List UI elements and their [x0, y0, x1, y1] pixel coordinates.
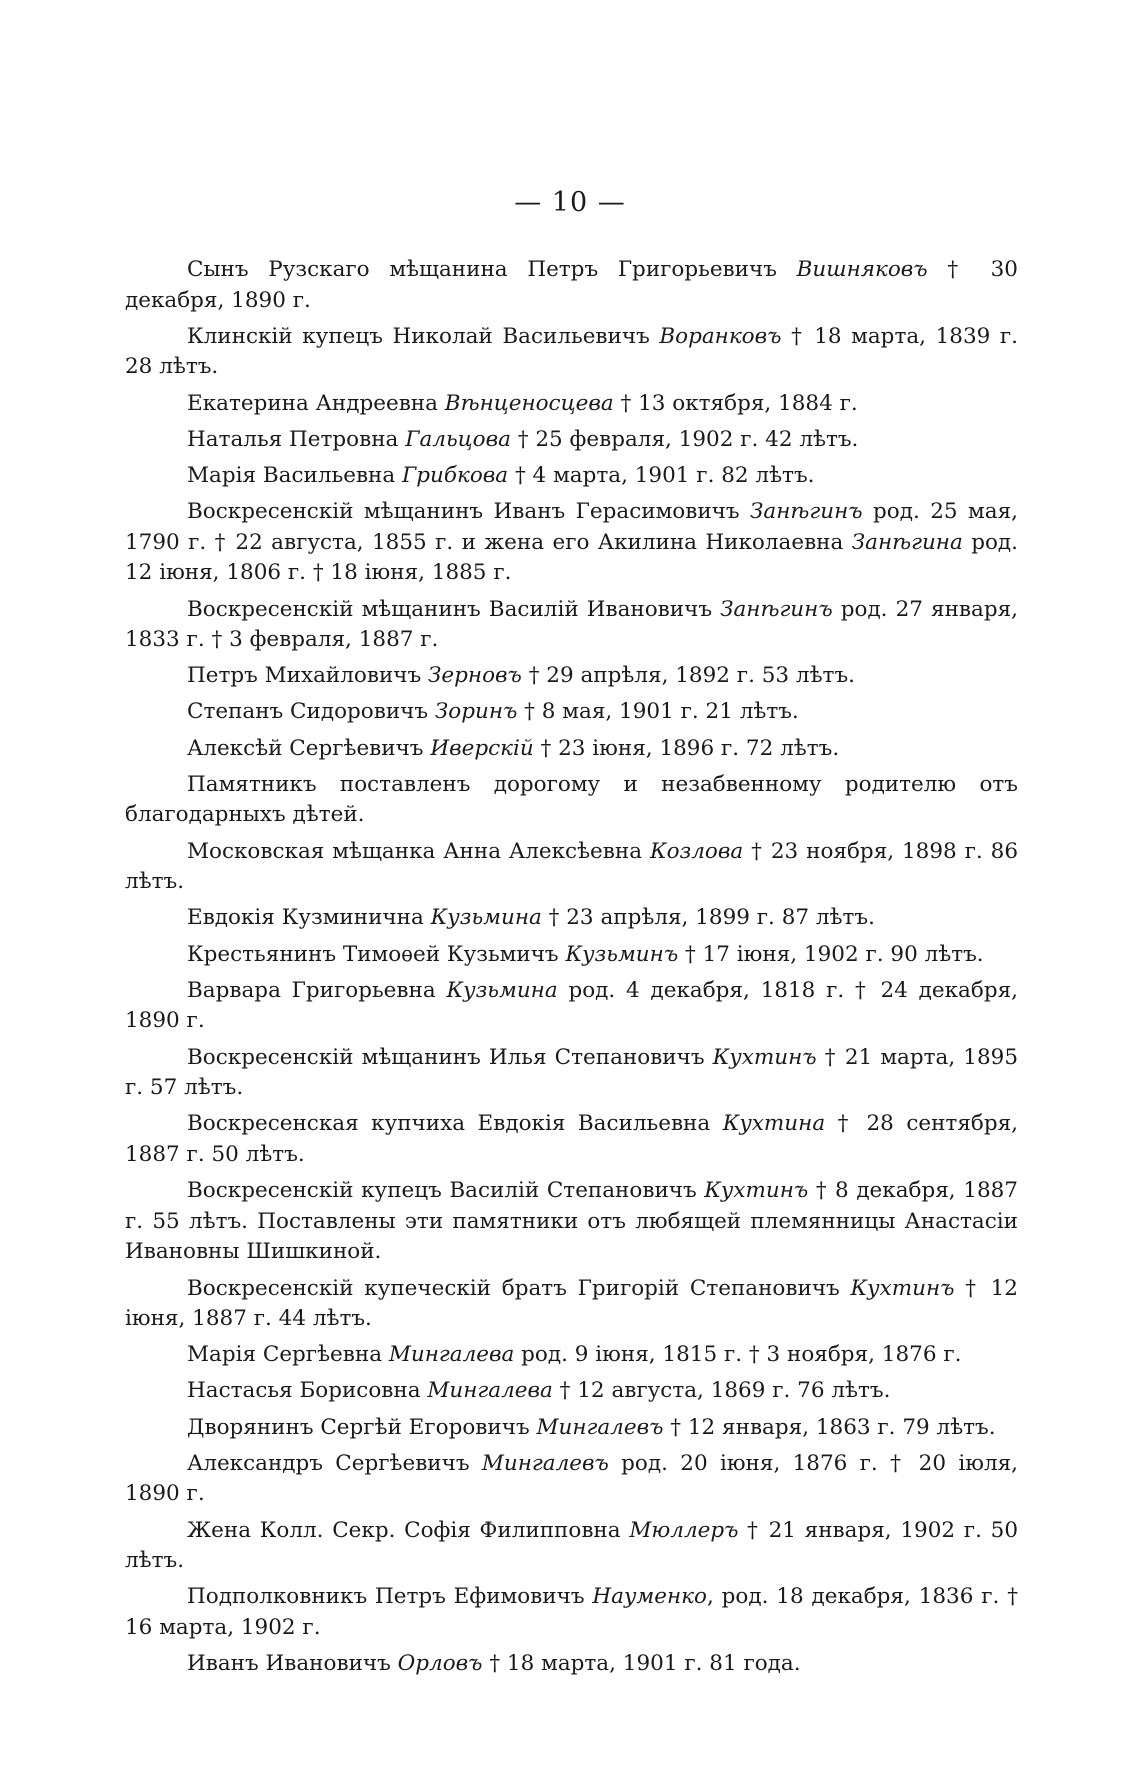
entry-mingaleva-maria: Марія Сергѣевна Мингалева род. 9 іюня, 1815 г. † 3 ноября, 1876 г. [187, 1342, 962, 1368]
burial-entries [125, 255, 1018, 1685]
entry-naumenko: Подполковникъ Петръ Ефимовичъ Науменко, род. 18 декабря, 1836 г. † 16 марта, 1902 г. [125, 1584, 1018, 1640]
entry-kukhtin-vasily: Воскресенскій купецъ Василій Степановичъ Кухтинъ † 8 декабря, 1887 г. 55 лѣтъ. Поставлены эти памятники отъ любящей племянницы Анастасіи Ивановны Шишкиной. [125, 1178, 1018, 1265]
entry-kuzmin-timofei: Крестьянинъ Тимоѳей Кузьмичъ Кузьминъ † 17 іюня, 1902 г. 90 лѣтъ. [187, 941, 984, 967]
entry-gribkova: Марія Васильевна Грибкова † 4 марта, 1901 г. 82 лѣтъ. [187, 462, 815, 488]
entry-orlov: Иванъ Ивановичъ Орловъ † 18 марта, 1901 г. 81 года. [187, 1651, 801, 1677]
entry-kukhtin-ilya: Воскресенскій мѣщанинъ Илья Степановичъ Кухтинъ † 21 марта, 1895 г. 57 лѣтъ. [125, 1044, 1018, 1101]
entry-muller: Жена Колл. Секр. Софія Филипповна Мюллеръ † 21 января, 1902 г. 50 лѣтъ. [125, 1517, 1018, 1574]
entry-zanegin-vasily: Воскресенскій мѣщанинъ Василій Ивановичъ Занѣгинъ род. 27 января, 1833 г. † 3 февраля, 1887 г. [125, 596, 1018, 653]
entry-iversky: Алексѣй Сергѣевичъ Иверскій † 23 іюня, 1896 г. 72 лѣтъ. [187, 735, 840, 761]
entry-kozlova: Московская мѣщанка Анна Алексѣевна Козлова † 23 ноября, 1898 г. 86 лѣтъ. [125, 838, 1019, 895]
entry-kuzmina-varvara: Варвара Григорьевна Кузьмина род. 4 декабря, 1818 г. † 24 декабря, 1890 г. [125, 977, 1018, 1034]
entry-zorin: Степанъ Сидоровичъ Зоринъ † 8 мая, 1901 г. 21 лѣтъ. [187, 699, 799, 725]
entry-ventsenostseva: Екатерина Андреевна Вѣнценосцева † 13 октября, 1884 г. [187, 390, 858, 416]
entry-monument-note: Памятникъ поставленъ дорогому и незабвенному родителю отъ благодарныхъ дѣтей. [125, 771, 1018, 828]
entry-mingaleva-nastasya: Настасья Борисовна Мингалева † 12 августа, 1869 г. 76 лѣтъ. [187, 1378, 891, 1404]
entry-kukhtin-grigory: Воскресенскій купеческій братъ Григорій Степановичъ Кухтинъ † 12 іюня, 1887 г. 44 лѣтъ. [125, 1275, 1018, 1332]
entry-vorankov: Клинскій купецъ Николай Васильевичъ Воранковъ † 18 марта, 1839 г. 28 лѣтъ. [125, 323, 1019, 380]
entry-galtsova: Наталья Петровна Гальцова † 25 февраля, 1902 г. 42 лѣтъ. [187, 426, 859, 452]
entry-kukhtina-evdokia: Воскресенская купчиха Евдокія Васильевна Кухтина † 28 сентября, 1887 г. 50 лѣтъ. [125, 1111, 1018, 1167]
page-number: — 10 — [514, 187, 626, 218]
entry-zanegin-ivan: Воскресенскій мѣщанинъ Иванъ Герасимовичъ Занѣгинъ род. 25 мая, 1790 г. † 22 августа, 1855 г. и жена его Акилина Николаевна Занѣгина род. 12 іюня, 1806 г. † 18 іюня, 1885 г. [125, 499, 1018, 586]
entry-zernov: Петръ Михайловичъ Зерновъ † 29 апрѣля, 1892 г. 53 лѣтъ. [187, 663, 855, 689]
entry-vishnyakov: Сынъ Рузскаго мѣщанина Петръ Григорьевичъ Вишняковъ † 30 декабря, 1890 г. [125, 257, 1018, 313]
entry-kuzmina-evdokia: Евдокія Кузминична Кузьмина † 23 апрѣля, 1899 г. 87 лѣтъ. [187, 905, 875, 931]
entry-mingalev-sergei: Дворянинъ Сергѣй Егоровичъ Мингалевъ † 12 января, 1863 г. 79 лѣтъ. [187, 1414, 996, 1440]
entry-mingalev-alexandr: Александръ Сергѣевичъ Мингалевъ род. 20 іюня, 1876 г. † 20 іюля, 1890 г. [125, 1450, 1018, 1507]
